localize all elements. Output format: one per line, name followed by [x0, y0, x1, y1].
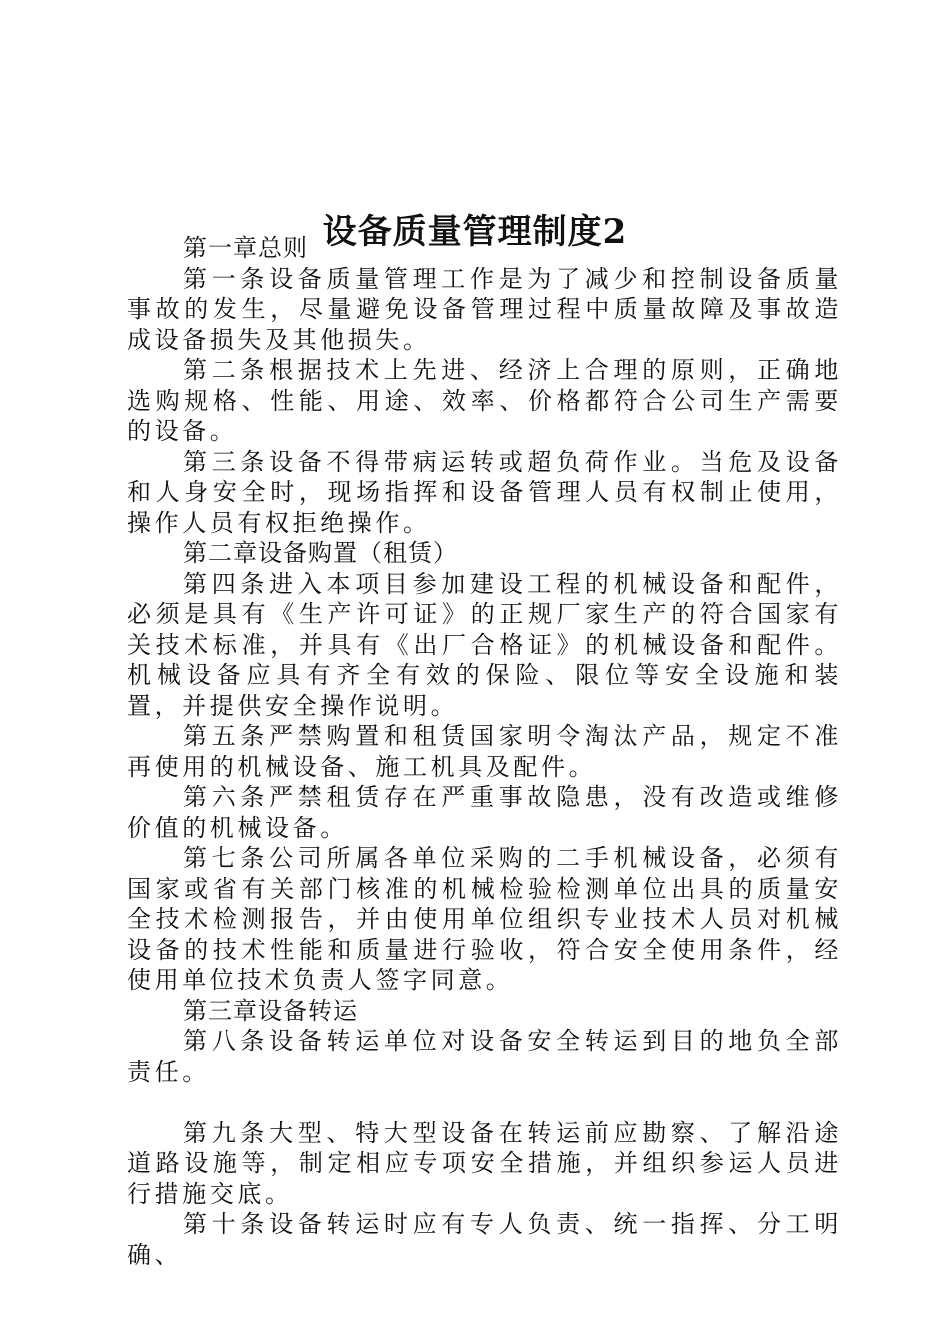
article-9: 第九条大型、特大型设备在转运前应勘察、了解沿途道路设施等，制定相应专项安全措施，并组织参运人员进行措施交底。	[127, 1118, 842, 1208]
article-5: 第五条严禁购置和租赁国家明令淘汰产品，规定不准再使用的机械设备、施工机具及配件。	[127, 722, 842, 781]
article-2: 第二条根据技术上先进、经济上合理的原则，正确地选购规格、性能、用途、效率、价格都符合公司生产需要的设备。	[127, 356, 842, 445]
chapter-heading-3: 第三章设备转运	[183, 996, 358, 1025]
chapter-heading-2: 第二章设备购置（租赁）	[183, 539, 458, 567]
article-10: 第十条设备转运时应有专人负责、统一指挥、分工明确、	[127, 1210, 842, 1269]
article-8: 第八条设备转运单位对设备安全转运到目的地负全部责任。	[127, 1027, 842, 1086]
document-title: 设备质量管理制度2	[322, 211, 628, 252]
article-7: 第七条公司所属各单位采购的二手机械设备，必须有国家或省有关部门核准的机械检验检测单位出具的质量安全技术检测报告，并由使用单位组织专业技术人员对机械设备的技术性能和质量进行验收，符合安全使用条件，经使用单位技术负责人签字同意。	[127, 844, 842, 994]
article-3: 第三条设备不得带病运转或超负荷作业。当危及设备和人身安全时，现场指挥和设备管理人员有权制止使用，操作人员有权拒绝操作。	[127, 447, 842, 537]
article-6: 第六条严禁租赁存在严重事故隐患，没有改造或维修价值的机械设备。	[127, 783, 842, 842]
chapter-heading-1: 第一章总则	[183, 234, 308, 262]
document-body	[127, 233, 842, 1270]
article-1: 第一条设备质量管理工作是为了减少和控制设备质量事故的发生，尽量避免设备管理过程中质量故障及事故造成设备损失及其他损失。	[127, 264, 842, 354]
paragraph-spacer	[127, 1087, 842, 1118]
article-4: 第四条进入本项目参加建设工程的机械设备和配件，必须是具有《生产许可证》的正规厂家生产的符合国家有关技术标准，并具有《出厂合格证》的机械设备和配件。机械设备应具有齐全有效的保险、限位等安全设施和装置，并提供安全操作说明。	[127, 569, 842, 720]
